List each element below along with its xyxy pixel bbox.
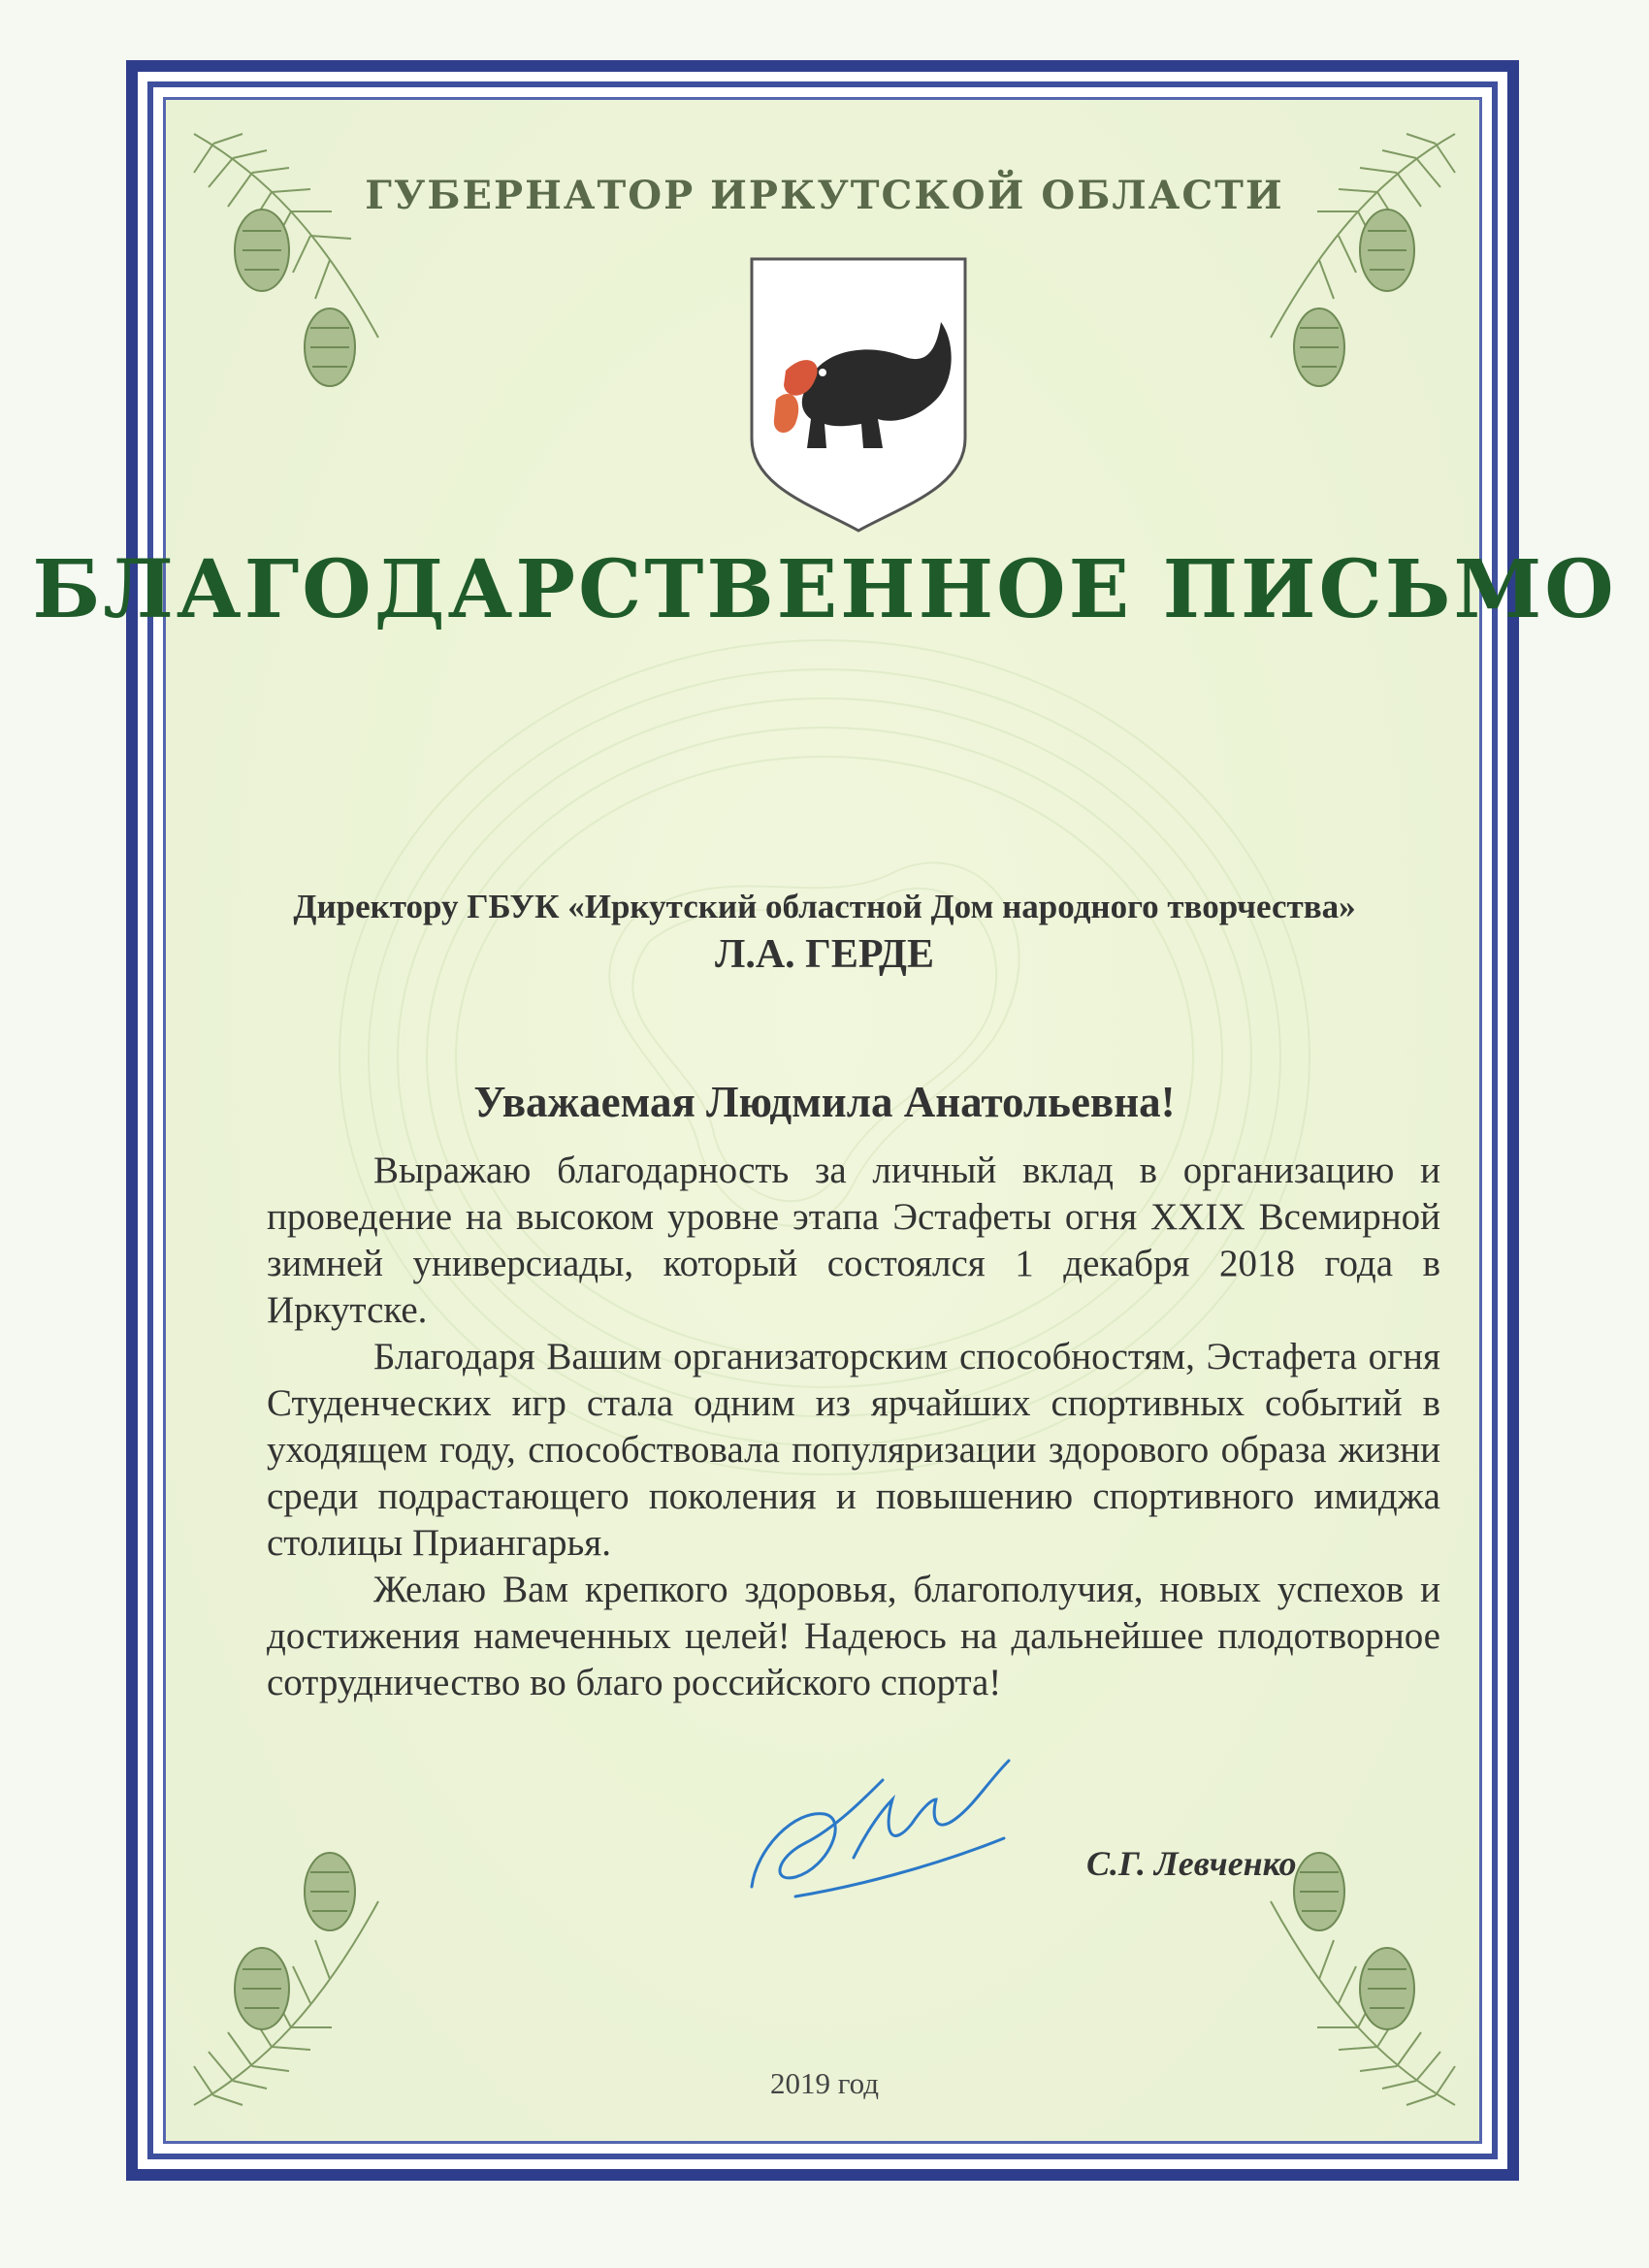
document-title: БЛАГОДАРСТВЕННОЕ ПИСЬМО xyxy=(32,543,1617,636)
salutation: Уважаемая Людмила Анатольевна! xyxy=(473,1078,1176,1126)
pine-branch-top-left xyxy=(184,114,436,405)
recipient-name: Л.А. ГЕРДЕ xyxy=(715,932,934,977)
letter-paragraph: Желаю Вам крепкого здоровья, благополучия, новых успехов и достижения намеченных целей! Надеюсь на дальнейшее плодотворное сотрудничество во благо российского спорта! xyxy=(267,1569,1440,1703)
issuer-heading: ГУБЕРНАТОР ИРКУТСКОЙ ОБЛАСТИ xyxy=(365,173,1284,218)
letter-paragraph: Выражаю благодарность за личный вклад в организацию и проведение на высоком уровне этапа Эстафеты огня XXIX Всемирной зимней универсиады, который состоялся 1 декабря 2018 года в Иркутске. xyxy=(267,1150,1440,1331)
handwritten-signature xyxy=(737,1741,1018,1906)
letter-paragraph: Благодаря Вашим организаторским способностям, Эстафета огня Студенческих игр стала одним из ярчайших спортивных событий в уходящем году, способствовала популяризации здорового образа жизни среди подрастающего поколения и повышению спортивного имиджа столицы Приангарья. xyxy=(267,1336,1440,1564)
document-year: 2019 год xyxy=(769,2066,880,2100)
pine-branch-top-right xyxy=(1212,114,1465,405)
coat-of-arms-emblem xyxy=(747,254,970,535)
recipient-role: Директору ГБУК «Иркутский областной Дом народного творчества» xyxy=(293,888,1356,925)
letter-body xyxy=(267,1148,1440,1706)
signer-name: С.Г. Левченко xyxy=(1086,1844,1297,1883)
